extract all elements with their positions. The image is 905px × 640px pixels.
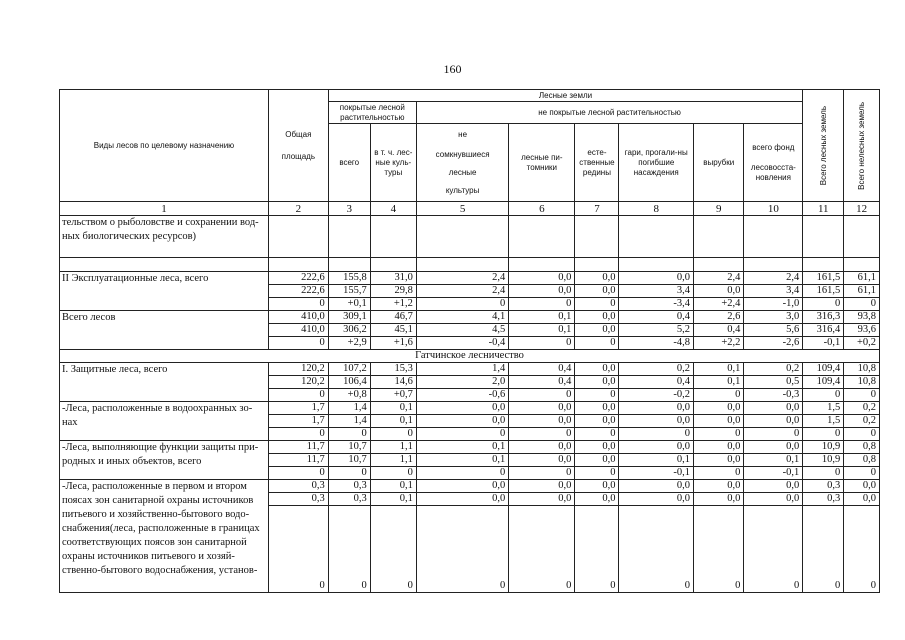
table-cell: 0,0: [694, 480, 744, 493]
header-total-area-line1: Общая: [285, 129, 312, 139]
table-cell: 0: [844, 298, 880, 311]
table-cell: 0,3: [268, 493, 328, 506]
table-cell: 0,0: [509, 402, 575, 415]
table-cell: 2,0: [416, 376, 508, 389]
table-cell: 0: [509, 467, 575, 480]
table-cell: 5,6: [744, 324, 803, 337]
table-cell: 0: [844, 506, 880, 593]
table-row: [60, 480, 880, 493]
table-cell: 0: [575, 298, 619, 311]
table-cell: 15,3: [370, 363, 416, 376]
header-unclosed-plantations: [416, 124, 508, 202]
column-numbers-row: [60, 202, 880, 216]
table-cell: 0,0: [619, 415, 694, 428]
table-cell: 0,0: [619, 272, 694, 285]
table-cell: 0: [509, 337, 575, 350]
table-cell: +0,7: [370, 389, 416, 402]
table-cell: 0: [803, 298, 844, 311]
table-cell: 1,4: [416, 363, 508, 376]
table-cell: 2,4: [416, 285, 508, 298]
continuation-row: [60, 216, 880, 258]
table-cell: 120,2: [268, 363, 328, 376]
forest-lands-table: [59, 89, 880, 593]
col-number: 2: [268, 202, 328, 216]
col-number: 8: [619, 202, 694, 216]
table-cell: 0,1: [694, 376, 744, 389]
table-cell: 0,8: [844, 454, 880, 467]
col-number: 1: [60, 202, 269, 216]
header-natural-gaps: есте-ственные редины: [575, 124, 619, 202]
table-cell: -0,3: [744, 389, 803, 402]
table-cell: +2,2: [694, 337, 744, 350]
header-total-nonforest-text: Всего нелесных земель: [857, 101, 867, 190]
table-cell: 1,5: [803, 415, 844, 428]
table-cell: 306,2: [328, 324, 370, 337]
table-cell: -0,1: [619, 467, 694, 480]
table-cell: 0,3: [803, 480, 844, 493]
table-cell: 120,2: [268, 376, 328, 389]
table-cell: 0,0: [575, 402, 619, 415]
table-cell: 2,6: [694, 311, 744, 324]
table-cell: 0,1: [509, 311, 575, 324]
table-cell: 0,0: [694, 402, 744, 415]
header-burnt: гари, прогали-ны погибшие насаждения: [619, 124, 694, 202]
col-number: 5: [416, 202, 508, 216]
table-cell: 46,7: [370, 311, 416, 324]
table-cell: 109,4: [803, 376, 844, 389]
table-cell: 0,0: [575, 311, 619, 324]
header-unclosed-line3: лесные: [448, 167, 477, 177]
table-cell: 0: [509, 389, 575, 402]
protective-group-1-label: -Леса, расположенные в водоохранных зо-нах: [60, 402, 269, 441]
table-cell: 0,4: [694, 324, 744, 337]
table-cell: 0,3: [268, 480, 328, 493]
table-cell: 0,2: [844, 415, 880, 428]
table-cell: 0,0: [575, 480, 619, 493]
table-cell: 0: [575, 428, 619, 441]
table-cell: 1,4: [328, 415, 370, 428]
table-cell: 2,4: [694, 272, 744, 285]
table-cell: 0: [575, 337, 619, 350]
table-cell: 0: [416, 467, 508, 480]
table-cell: +2,4: [694, 298, 744, 311]
table-cell: 0,0: [575, 454, 619, 467]
table-cell: 0: [619, 428, 694, 441]
header-not-covered: не покрытые лесной растительностью: [416, 102, 802, 124]
table-cell: 1,4: [328, 402, 370, 415]
sanitary-zone-forests-label: -Леса, расположенные в первом и втором поясах зон санитарной охраны источников питьевого и хозяйственно-бытового водо-снабжения(леса, расположенные в границах соответствующих поясов зон санитарной охраны источников питьевого и хозяй-ственно-бытового водоснабжения, установ-: [60, 480, 269, 593]
protective-group-2-label: -Леса, выполняющие функции защиты при-родных и иных объектов, всего: [60, 441, 269, 480]
table-cell: 0,0: [575, 363, 619, 376]
table-cell: 10,7: [328, 441, 370, 454]
table-cell: 0: [619, 506, 694, 593]
table-cell: -4,8: [619, 337, 694, 350]
table-cell: 10,9: [803, 454, 844, 467]
header-plantations: в т. ч. лес-ные куль-туры: [370, 124, 416, 202]
table-cell: 0,0: [694, 441, 744, 454]
table-cell: 0,1: [370, 415, 416, 428]
table-cell: 0,0: [416, 415, 508, 428]
table-cell: 0,2: [744, 363, 803, 376]
table-cell: 0,0: [619, 441, 694, 454]
table-cell: 0,0: [694, 415, 744, 428]
exploitation-forests-label: II Эксплуатационные леса, всего: [60, 272, 269, 311]
table-cell: 0: [844, 389, 880, 402]
header-unclosed-line2: сомкнувшиеся: [435, 149, 490, 159]
table-cell: -1,0: [744, 298, 803, 311]
table-cell: 4,1: [416, 311, 508, 324]
table-cell: 0: [694, 506, 744, 593]
header-total-forest: [803, 90, 844, 202]
table-cell: 0: [370, 467, 416, 480]
header-total-area-line2: площадь: [281, 151, 316, 161]
all-forests-label: Всего лесов: [60, 311, 269, 350]
table-cell: 0,3: [803, 493, 844, 506]
table-cell: 410,0: [268, 311, 328, 324]
table-cell: 155,8: [328, 272, 370, 285]
table-cell: 0,0: [694, 454, 744, 467]
table-cell: 0: [268, 428, 328, 441]
table-row: [60, 441, 880, 454]
table-cell: 0: [268, 467, 328, 480]
table-cell: 0,3: [328, 493, 370, 506]
table-cell: +0,2: [844, 337, 880, 350]
table-cell: +0,8: [328, 389, 370, 402]
table-cell: 5,2: [619, 324, 694, 337]
table-cell: 0: [268, 337, 328, 350]
table-row: [60, 402, 880, 415]
table-cell: 0,3: [328, 480, 370, 493]
header-total-area: [268, 90, 328, 202]
table-cell: +0,1: [328, 298, 370, 311]
table-cell: 0,2: [844, 402, 880, 415]
table-cell: -3,4: [619, 298, 694, 311]
table-cell: 0: [370, 428, 416, 441]
table-cell: 0: [803, 428, 844, 441]
table-cell: 10,9: [803, 441, 844, 454]
table-cell: 3,0: [744, 311, 803, 324]
table-cell: 1,5: [803, 402, 844, 415]
table-cell: 61,1: [844, 285, 880, 298]
table-cell: 31,0: [370, 272, 416, 285]
table-cell: 10,8: [844, 363, 880, 376]
table-cell: 0: [268, 389, 328, 402]
page-number: 160: [443, 62, 462, 76]
table-cell: 1,7: [268, 402, 328, 415]
table-cell: -0,1: [744, 467, 803, 480]
table-cell: 0,0: [844, 493, 880, 506]
table-cell: 0,0: [575, 415, 619, 428]
table-cell: 410,0: [268, 324, 328, 337]
table-cell: 0,1: [416, 454, 508, 467]
table-cell: 161,5: [803, 285, 844, 298]
table-cell: 0: [575, 467, 619, 480]
table-cell: 0,1: [416, 441, 508, 454]
table-cell: 0: [509, 298, 575, 311]
table-cell: 1,1: [370, 441, 416, 454]
table-cell: 0,0: [575, 441, 619, 454]
table-cell: 0,0: [509, 480, 575, 493]
table-cell: 0,1: [744, 454, 803, 467]
table-cell: +2,9: [328, 337, 370, 350]
table-cell: 0,4: [509, 376, 575, 389]
table-cell: 0: [328, 428, 370, 441]
table-cell: 1,1: [370, 454, 416, 467]
col-number: 11: [803, 202, 844, 216]
table-cell: 0: [844, 467, 880, 480]
col-number: 3: [328, 202, 370, 216]
table-cell: 0,4: [509, 363, 575, 376]
table-cell: 10,8: [844, 376, 880, 389]
table-cell: 0: [416, 506, 508, 593]
table-cell: 0,0: [694, 285, 744, 298]
table-cell: 0,0: [575, 493, 619, 506]
table-cell: 3,4: [744, 285, 803, 298]
header-reforest-line2: лесовосста-новления: [750, 162, 796, 182]
section-row: [60, 350, 880, 363]
section-title: Гатчинское лесничество: [60, 350, 880, 363]
table-cell: 3,4: [619, 285, 694, 298]
header-reforest-line1: всего фонд: [752, 142, 795, 152]
header-covered-total: всего: [328, 124, 370, 202]
col-number: 7: [575, 202, 619, 216]
table-cell: 0,1: [370, 493, 416, 506]
table-cell: 0,0: [509, 493, 575, 506]
table-cell: 0,0: [619, 493, 694, 506]
table-cell: 0,5: [744, 376, 803, 389]
header-covered: покрытые лесной растительностью: [328, 102, 416, 124]
table-cell: 0: [509, 428, 575, 441]
table-cell: 0,0: [619, 480, 694, 493]
table-cell: 222,6: [268, 272, 328, 285]
table-cell: 0: [694, 389, 744, 402]
table-cell: 0: [803, 506, 844, 593]
table-cell: 0,0: [416, 493, 508, 506]
table-cell: 0,0: [844, 480, 880, 493]
table-cell: 0,1: [370, 480, 416, 493]
table-cell: -0,6: [416, 389, 508, 402]
table-cell: 109,4: [803, 363, 844, 376]
table-cell: 107,2: [328, 363, 370, 376]
header-unclosed-line1: не: [458, 129, 468, 139]
table-cell: 161,5: [803, 272, 844, 285]
table-cell: 10,7: [328, 454, 370, 467]
table-cell: 316,4: [803, 324, 844, 337]
table-cell: 61,1: [844, 272, 880, 285]
table-cell: 0,0: [509, 415, 575, 428]
table-cell: 0: [575, 389, 619, 402]
table-cell: 4,5: [416, 324, 508, 337]
table-cell: 0: [803, 389, 844, 402]
table-cell: +1,2: [370, 298, 416, 311]
table-cell: 0,0: [575, 376, 619, 389]
table-cell: 0,0: [575, 272, 619, 285]
table-cell: 0,4: [619, 376, 694, 389]
table-cell: 14,6: [370, 376, 416, 389]
table-cell: 0: [575, 506, 619, 593]
table-cell: 0,0: [416, 480, 508, 493]
table-cell: 0,0: [744, 402, 803, 415]
table-cell: 93,6: [844, 324, 880, 337]
table-cell: 0: [509, 506, 575, 593]
table-cell: 0: [416, 428, 508, 441]
table-cell: 0,1: [619, 454, 694, 467]
table-row: [60, 311, 880, 324]
table-cell: -0,2: [619, 389, 694, 402]
protective-group-0-label: I. Защитные леса, всего: [60, 363, 269, 402]
table-cell: -0,4: [416, 337, 508, 350]
table-cell: 222,6: [268, 285, 328, 298]
table-cell: 0,2: [619, 363, 694, 376]
table-cell: 0: [803, 467, 844, 480]
table-cell: 0: [694, 428, 744, 441]
table-row: [60, 363, 880, 376]
header-total-forest-text: Всего лесных земель: [818, 105, 828, 186]
table-cell: 0: [268, 506, 328, 593]
table-cell: 309,1: [328, 311, 370, 324]
col-number: 10: [744, 202, 803, 216]
table-row: [60, 272, 880, 285]
table-cell: 316,3: [803, 311, 844, 324]
header-total-nonforest: [844, 90, 880, 202]
table-cell: 0,0: [744, 441, 803, 454]
table-cell: 2,4: [416, 272, 508, 285]
table-cell: 106,4: [328, 376, 370, 389]
table-cell: 0,0: [744, 415, 803, 428]
table-cell: +1,6: [370, 337, 416, 350]
table-cell: 0: [370, 506, 416, 593]
header-forest-type: Виды лесов по целевому назначению: [60, 90, 269, 202]
table-cell: 0: [328, 506, 370, 593]
table-cell: 11,7: [268, 441, 328, 454]
header-reforestation: [744, 124, 803, 202]
table-cell: 155,7: [328, 285, 370, 298]
table-cell: 0,0: [694, 493, 744, 506]
table-cell: 0: [268, 298, 328, 311]
table-cell: -0,1: [803, 337, 844, 350]
table-cell: 93,8: [844, 311, 880, 324]
header-clearings: вырубки: [694, 124, 744, 202]
table-cell: 0,0: [509, 454, 575, 467]
table-cell: 0,0: [744, 480, 803, 493]
header-unclosed-line4: культуры: [445, 185, 480, 195]
header-forest-lands: Лесные земли: [328, 90, 803, 102]
table-cell: 0,0: [575, 324, 619, 337]
table-cell: 0,0: [509, 272, 575, 285]
col-number: 4: [370, 202, 416, 216]
table-cell: 1,7: [268, 415, 328, 428]
table-cell: 0: [844, 428, 880, 441]
col-number: 12: [844, 202, 880, 216]
table-cell: 0,4: [619, 311, 694, 324]
table-cell: 2,4: [744, 272, 803, 285]
table-cell: 0,1: [509, 324, 575, 337]
table-cell: 0,1: [370, 402, 416, 415]
table-cell: 45,1: [370, 324, 416, 337]
table-cell: 0: [328, 467, 370, 480]
table-cell: 0,1: [694, 363, 744, 376]
table-cell: 11,7: [268, 454, 328, 467]
table-cell: -2,6: [744, 337, 803, 350]
table-cell: 0,0: [744, 493, 803, 506]
table-cell: 0: [416, 298, 508, 311]
table-cell: 0: [744, 506, 803, 593]
col-number: 6: [509, 202, 575, 216]
table-cell: 0,0: [575, 285, 619, 298]
table-cell: 0: [744, 428, 803, 441]
table-cell: 0: [694, 467, 744, 480]
table-cell: 0,0: [509, 285, 575, 298]
table-cell: 0,0: [619, 402, 694, 415]
table-cell: 0,0: [509, 441, 575, 454]
table-cell: 0,0: [416, 402, 508, 415]
spacer-row: [60, 258, 880, 272]
header-nurseries: лесные пи-томники: [509, 124, 575, 202]
continuation-label: тельством о рыболовстве и сохранении вод-ных биологических ресурсов): [60, 216, 269, 258]
table-cell: 0,8: [844, 441, 880, 454]
col-number: 9: [694, 202, 744, 216]
table-cell: 29,8: [370, 285, 416, 298]
